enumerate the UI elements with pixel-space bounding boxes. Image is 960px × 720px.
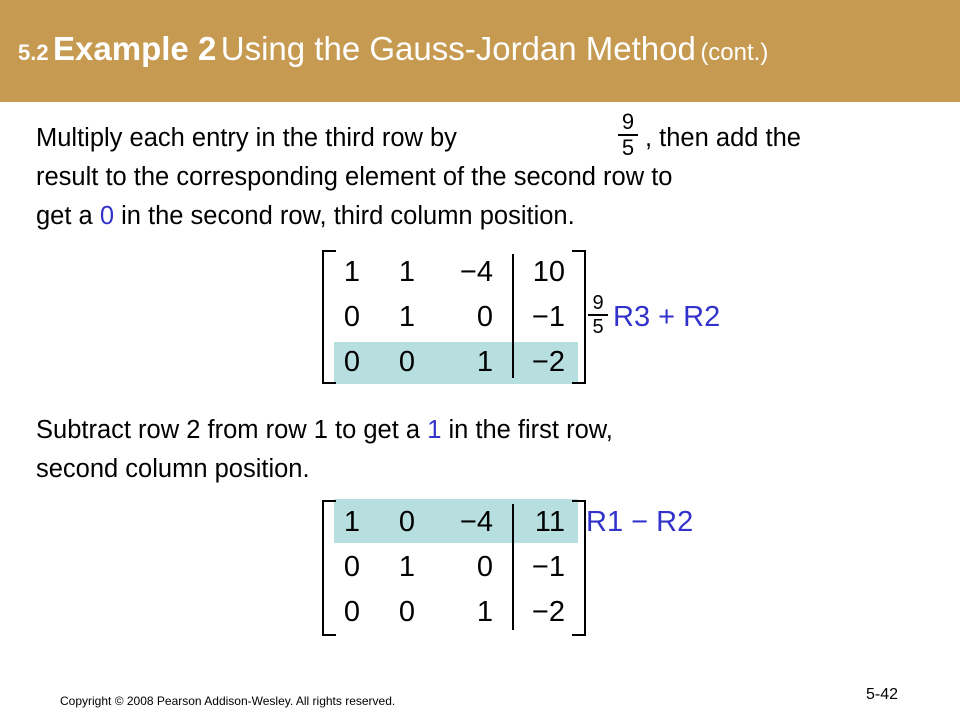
op-fraction: 9 5 — [587, 292, 609, 338]
m1-cell: 1 — [343, 256, 360, 288]
m1-cell: −4 — [459, 256, 493, 288]
copyright-notice: Copyright © 2008 Pearson Addison-Wesley. All rights reserved. — [60, 694, 396, 708]
step1-fraction — [617, 110, 639, 160]
step1-line1: Multiply each entry in the third row by — [36, 124, 457, 152]
m1-cell: 0 — [398, 346, 415, 378]
m2-cell: 1 — [398, 551, 415, 583]
m2-cell: 0 — [343, 551, 360, 583]
m2-cell: 11 — [534, 506, 565, 538]
right-bracket — [572, 250, 586, 384]
page-number: 5-42 — [866, 686, 899, 703]
m2-cell: 0 — [476, 551, 493, 583]
section-number: 5.2 — [18, 40, 49, 65]
m1-cell: 1 — [476, 346, 493, 378]
m2-cell: 1 — [476, 596, 493, 628]
step1-line1-end: , then add the — [645, 124, 801, 152]
m1-cell: 0 — [343, 346, 360, 378]
fraction-numerator: 9 — [621, 109, 635, 134]
m1-cell: 10 — [532, 256, 565, 288]
fraction-denominator: 5 — [621, 135, 635, 160]
m1-cell: 1 — [398, 301, 415, 333]
slide-title — [18, 30, 768, 68]
right-bracket — [572, 500, 586, 636]
title-cont: (cont.) — [700, 39, 769, 66]
m2-cell: 0 — [398, 506, 415, 538]
m1-cell: 0 — [476, 301, 493, 333]
step1-line2: result to the corresponding element of the second row to — [36, 163, 673, 191]
m2-cell: −1 — [531, 551, 565, 583]
highlight-one: 1 — [427, 416, 442, 444]
step2-line1: Subtract row 2 from row 1 to get a 1 in the first row, — [36, 416, 613, 444]
m1-cell: 0 — [343, 301, 360, 333]
m1-cell: −2 — [531, 346, 565, 378]
m2-cell: 0 — [343, 596, 360, 628]
m2-cell: −2 — [531, 596, 565, 628]
slide-header — [0, 0, 960, 102]
m1-cell: −1 — [531, 301, 565, 333]
row-operation-label: R1 − R2 — [586, 506, 694, 538]
row-operation-label: R3 + R2 — [613, 301, 721, 333]
augment-line — [512, 254, 514, 378]
augment-line — [512, 504, 514, 630]
example-label: Example 2 — [53, 30, 217, 67]
title-text: Using the Gauss-Jordan Method — [220, 30, 696, 67]
step2-line2: second column position. — [36, 455, 310, 483]
m2-cell: −4 — [459, 506, 493, 538]
m2-cell: 1 — [343, 506, 360, 538]
highlight-zero: 0 — [99, 202, 114, 230]
step1-line3: get a 0 in the second row, third column position. — [36, 202, 575, 230]
m2-cell: 0 — [398, 596, 415, 628]
m1-cell: 1 — [398, 256, 415, 288]
